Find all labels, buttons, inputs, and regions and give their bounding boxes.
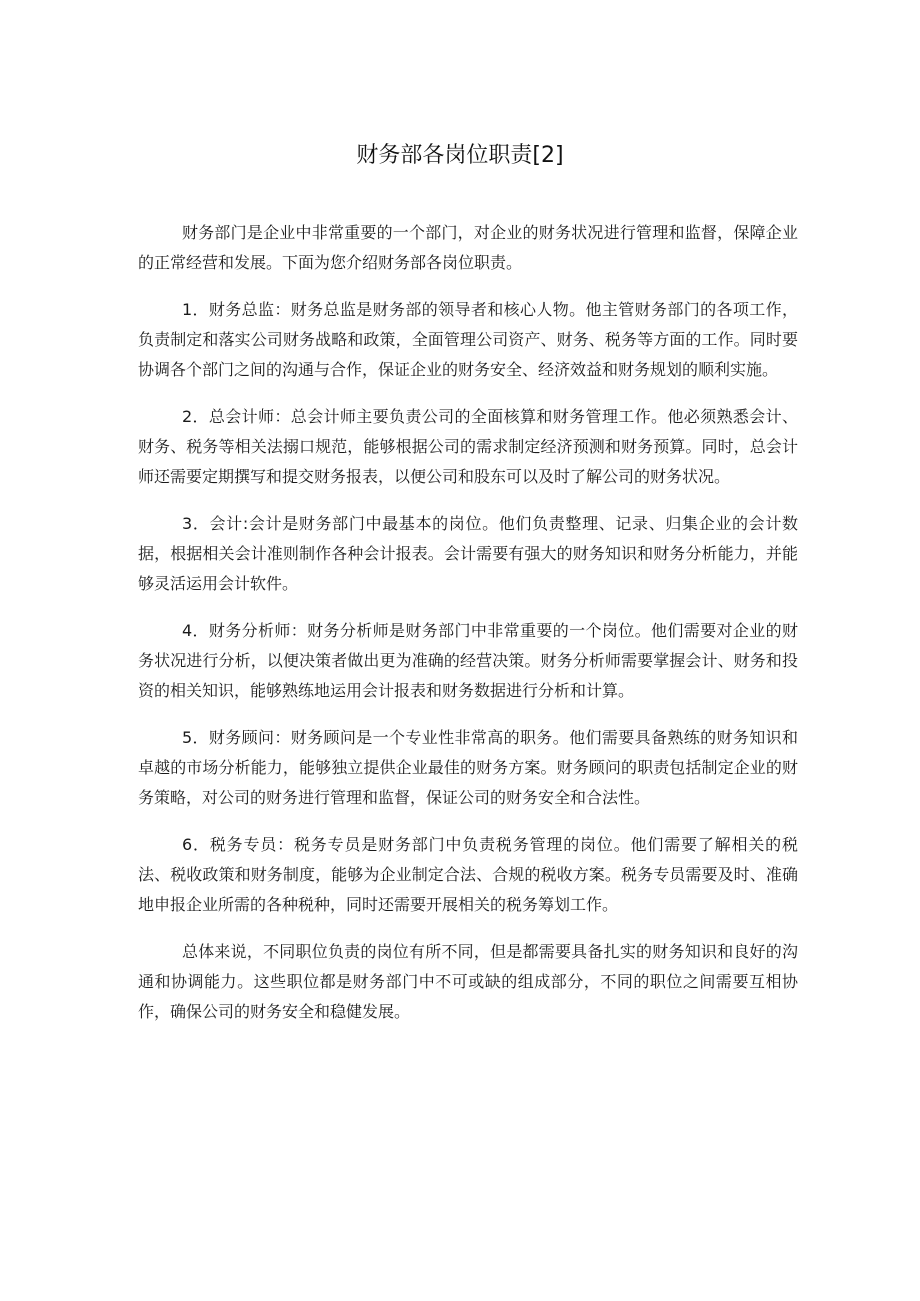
document-body: [138, 218, 798, 1044]
document-title: 财务部各岗位职责[2]: [356, 143, 564, 168]
paragraph-finance-director: 1．财务总监：财务总监是财务部的领导者和核心人物。他主管财务部门的各项工作，负责制定和落实公司财务战略和政策，全面管理公司资产、财务、税务等方面的工作。同时要协调各个部门之间的沟通与合作，保证企业的财务安全、经济效益和财务规划的顺利实施。: [138, 300, 798, 379]
paragraph-accountant: 3．会计:会计是财务部门中最基本的岗位。他们负责整理、记录、归集企业的会计数据，根据相关会计准则制作各种会计报表。会计需要有强大的财务知识和财务分析能力，并能够灵活运用会计软件。: [138, 514, 798, 593]
paragraph-intro: 财务部门是企业中非常重要的一个部门，对企业的财务状况进行管理和监督，保障企业的正常经营和发展。下面为您介绍财务部各岗位职责。: [138, 223, 798, 272]
paragraph-financial-analyst: 4．财务分析师：财务分析师是财务部门中非常重要的一个岗位。他们需要对企业的财务状况进行分析，以便决策者做出更为准确的经营决策。财务分析师需要掌握会计、财务和投资的相关知识，能够熟练地运用会计报表和财务数据进行分析和计算。: [138, 621, 798, 700]
paragraph-chief-accountant: 2．总会计师：总会计师主要负责公司的全面核算和财务管理工作。他必须熟悉会计、财务、税务等相关法搦口规范，能够根据公司的需求制定经济预测和财务预算。同时，总会计师还需要定期撰写和提交财务报表，以便公司和股东可以及时了解公司的财务状况。: [138, 407, 798, 486]
paragraph-tax-specialist: 6．税务专员：税务专员是财务部门中负责税务管理的岗位。他们需要了解相关的税法、税收政策和财务制度，能够为企业制定合法、合规的税收方案。税务专员需要及时、准确地申报企业所需的各种税种，同时还需要开展相关的税务筹划工作。: [138, 835, 798, 914]
paragraph-financial-advisor: 5．财务顾问：财务顾问是一个专业性非常高的职务。他们需要具备熟练的财务知识和卓越的市场分析能力，能够独立提供企业最佳的财务方案。财务顾问的职责包括制定企业的财务策略，对公司的财务进行管理和监督，保证公司的财务安全和合法性。: [138, 728, 798, 807]
paragraph-summary: 总体来说，不同职位负责的岗位有所不同，但是都需要具备扎实的财务知识和良好的沟通和协调能力。这些职位都是财务部门中不可或缺的组成部分，不同的职位之间需要互相协作，确保公司的财务安全和稳健发展。: [138, 942, 798, 1021]
